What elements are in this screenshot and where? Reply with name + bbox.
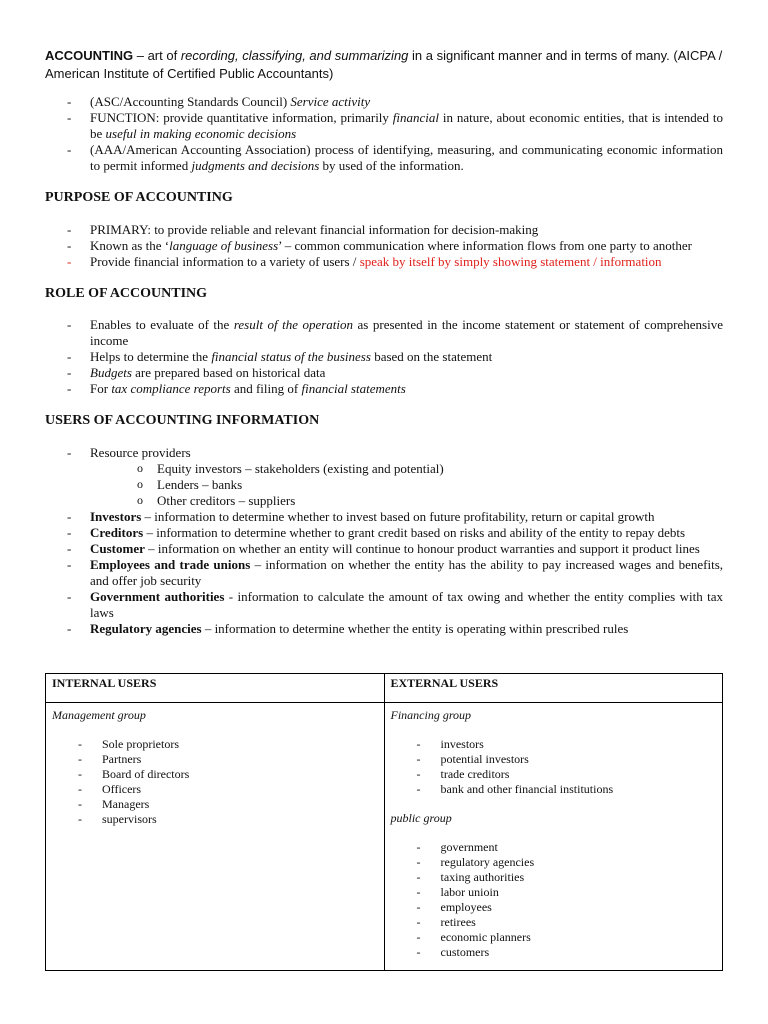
resource-subitem: o Lenders – banks bbox=[137, 477, 723, 493]
list-item: - trade creditors bbox=[417, 767, 717, 782]
users-list bbox=[45, 445, 723, 637]
internal-users-header: INTERNAL USERS bbox=[46, 674, 385, 703]
definition-item: - (AAA/American Accounting Association) process of identifying, measuring, and communicating economic information to permit informed judgments and decisions by used of the information. bbox=[45, 142, 723, 174]
list-item: - potential investors bbox=[417, 752, 717, 767]
table-row bbox=[46, 703, 723, 971]
definition-item: - (ASC/Accounting Standards Council) Service activity bbox=[45, 94, 723, 110]
intro-emphasis: recording, classifying, and summarizing bbox=[180, 48, 409, 63]
role-item: - Enables to evaluate of the result of the operation as presented in the income statement or statement of comprehensive income bbox=[45, 317, 723, 349]
list-item: - economic planners bbox=[417, 930, 717, 945]
list-item: - taxing authorities bbox=[417, 870, 717, 885]
users-item: - Creditors – information to determine whether to grant credit based on risks and ability of the entity to repay debts bbox=[45, 525, 723, 541]
management-group-label: Management group bbox=[52, 708, 146, 722]
users-item: - Customer – information on whether an entity will continue to honour product warranties and support it product lines bbox=[45, 541, 723, 557]
list-item: - investors bbox=[417, 737, 717, 752]
list-item: - employees bbox=[417, 900, 717, 915]
intro-rest: in a significant manner and in terms of many. (AICPA / American Institute of Certified Public Accountants) bbox=[45, 48, 723, 81]
list-item: - supervisors bbox=[78, 812, 378, 827]
table-header-row bbox=[46, 674, 723, 703]
purpose-item: - PRIMARY: to provide reliable and relevant financial information for decision-making bbox=[45, 222, 723, 238]
role-item: - For tax compliance reports and filing of financial statements bbox=[45, 381, 723, 397]
resource-sublist bbox=[90, 461, 723, 509]
list-item: - customers bbox=[417, 945, 717, 960]
resource-subitem: o Equity investors – stakeholders (existing and potential) bbox=[137, 461, 723, 477]
role-item: - Helps to determine the financial status of the business based on the statement bbox=[45, 349, 723, 365]
intro-paragraph bbox=[45, 47, 730, 83]
list-item: - Board of directors bbox=[78, 767, 378, 782]
users-heading: USERS OF ACCOUNTING INFORMATION bbox=[45, 413, 320, 428]
internal-users-cell bbox=[46, 703, 385, 971]
purpose-list bbox=[45, 222, 723, 270]
list-item: - Officers bbox=[78, 782, 378, 797]
users-item: - Government authorities - information to calculate the amount of tax owing and whether the entity complies with tax laws bbox=[45, 589, 723, 621]
list-item: - Partners bbox=[78, 752, 378, 767]
intro-dash: – art of bbox=[133, 48, 181, 63]
users-item: - Resource providers o Equity investors – stakeholders (existing and potential) o Lenders – banks o Other creditors – suppliers bbox=[45, 445, 723, 509]
purpose-heading: PURPOSE OF ACCOUNTING bbox=[45, 190, 233, 205]
users-item: - Employees and trade unions – information on whether the entity has the ability to pay increased wages and benefits, and offer job security bbox=[45, 557, 723, 589]
list-item: - Sole proprietors bbox=[78, 737, 378, 752]
public-list bbox=[391, 840, 717, 960]
red-note: speak by itself by simply showing statement / information bbox=[359, 254, 662, 269]
role-list bbox=[45, 317, 723, 397]
list-item: - government bbox=[417, 840, 717, 855]
list-item: - bank and other financial institutions bbox=[417, 782, 717, 797]
list-item: - regulatory agencies bbox=[417, 855, 717, 870]
public-group-label: public group bbox=[390, 811, 452, 825]
definition-item: - FUNCTION: provide quantitative information, primarily financial in nature, about economic entities, that is intended to be useful in making economic decisions bbox=[45, 110, 723, 142]
list-item: - labor unioin bbox=[417, 885, 717, 900]
purpose-item: - Known as the ‘language of business’ – common communication where information flows from one party to another bbox=[45, 238, 723, 254]
purpose-item: - Provide financial information to a variety of users / speak by itself by simply showing statement / information bbox=[45, 254, 723, 270]
list-item: - retirees bbox=[417, 915, 717, 930]
resource-subitem: o Other creditors – suppliers bbox=[137, 493, 723, 509]
financing-group-label: Financing group bbox=[390, 708, 472, 722]
management-list bbox=[52, 737, 378, 827]
users-item: - Investors – information to determine whether to invest based on future profitability, return or capital growth bbox=[45, 509, 723, 525]
definition-list bbox=[45, 94, 723, 174]
external-users-header: EXTERNAL USERS bbox=[384, 674, 723, 703]
role-item: - Budgets are prepared based on historical data bbox=[45, 365, 723, 381]
users-table bbox=[45, 673, 723, 971]
external-users-cell bbox=[384, 703, 723, 971]
role-heading: ROLE OF ACCOUNTING bbox=[45, 286, 208, 301]
financing-list bbox=[391, 737, 717, 797]
list-item: - Managers bbox=[78, 797, 378, 812]
users-item: - Regulatory agencies – information to determine whether the entity is operating within prescribed rules bbox=[45, 621, 723, 637]
intro-term: ACCOUNTING bbox=[45, 48, 134, 63]
